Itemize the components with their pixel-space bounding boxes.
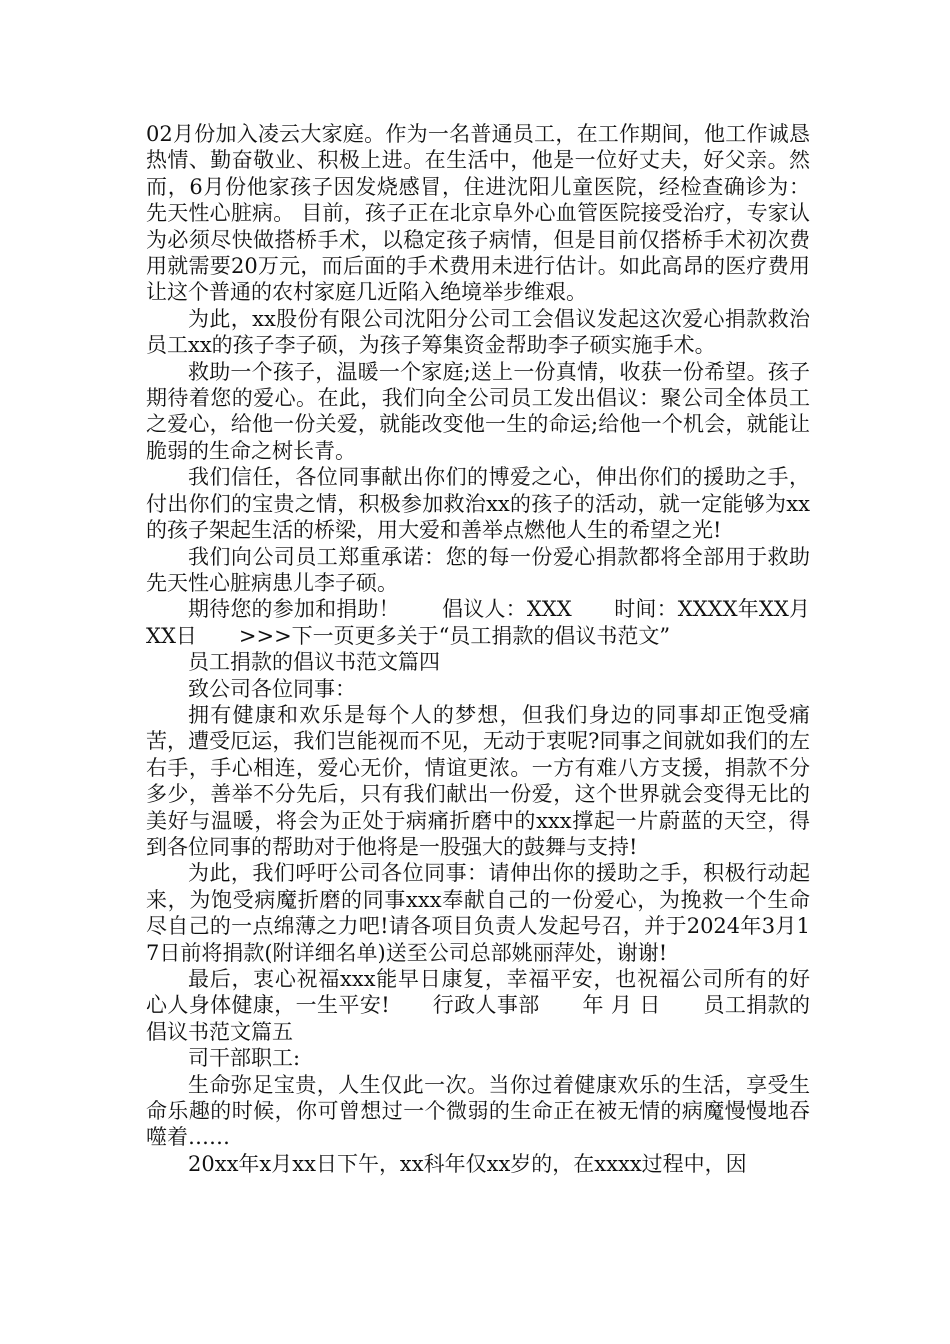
paragraph-trust-colleagues: 我们信任，各位同事献出你们的博爱之心，伸出你们的援助之手，付出你们的宝贵之情，积极参加救治xx的孩子的活动，就一定能够为xx的孩子架起生活的桥梁，用大爱和善举点燃他人生的希望之光! — [146, 465, 810, 543]
paragraph-closing-wishes: 最后，衷心祝福xxx能早日康复，幸福平安，也祝福公司所有的好心人身体健康，一生平安! 行政人事部 年 月 日 员工捐款的倡议书范文篇五 — [146, 967, 810, 1044]
paragraph-patient-background: 02月份加入凌云大家庭。作为一名普通员工，在工作期间，他工作诚恳热情、勤奋敬业、积极上进。在生活中，他是一位好丈夫，好父亲。然而，6月份他家孩子因发烧感冒，住进沈阳儿童医院，经检查确诊为：先天性心脏病。 目前，孩子正在北京阜外心血管医院接受治疗，专家认为必须尽快做搭桥手术，以稳定孩子病情，但是目前仅搭桥手术初次费用就需要20万元，而后面的手术费用未进行估计。如此高昂的医疗费用让这个普通的农村家庭几近陷入绝境举步维艰。 — [146, 122, 810, 305]
section-heading-part-four: 员工捐款的倡议书范文篇四 — [188, 650, 440, 675]
salutation-colleagues: 致公司各位同事： — [188, 676, 356, 701]
paragraph-union-initiative: 为此，xx股份有限公司沈阳分公司工会倡议发起这次爱心捐款救治员工xx的孩子李子硕，为孩子筹集资金帮助李子硕实施手术。 — [146, 306, 810, 358]
document-body — [146, 121, 810, 1177]
paragraph-promise: 我们向公司员工郑重承诺：您的每一份爱心捐款都将全部用于救助先天性心脏病患儿李子硕。 — [146, 544, 810, 595]
paragraph-health-and-joy: 拥有健康和欢乐是每个人的梦想，但我们身边的同事却正饱受痛苦，遭受厄运，我们岂能视而不见，无动于衷呢?同事之间就如我们的左右手，手心相连，爱心无价，情谊更浓。一方有难八方支援，捐款不分多少，善举不分先后，只有我们献出一份爱，这个世界就会变得无比的美好与温暖，将会为正处于病痛折磨中的xxx撑起一片蔚蓝的天空，得到各位同事的帮助对于他将是一股强大的鼓舞与支持! — [146, 702, 810, 859]
salutation-staff: 司干部职工: — [188, 1046, 301, 1071]
paragraph-incident: 20xx年x月xx日下午，xx科年仅xx岁的，在xxxx过程中，因 — [188, 1151, 747, 1176]
paragraph-call-to-action: 为此，我们呼吁公司各位同事：请伸出你的援助之手，积极行动起来，为饱受病魔折磨的同事xxx奉献自己的一份爱心，为挽救一个生命尽自己的一点绵薄之力吧!请各项目负责人发起号召，并于2024年3月17日前将捐款(附详细名单)送至公司总部姚丽萍处，谢谢! — [146, 861, 810, 965]
paragraph-precious-life: 生命弥足宝贵，人生仅此一次。当你过着健康欢乐的生活，享受生命乐趣的时候，你可曾想过一个微弱的生命正在被无情的病魔慢慢地吞噬着…… — [146, 1072, 810, 1150]
paragraph-save-a-child: 救助一个孩子，温暖一个家庭;送上一份真情，收获一份希望。孩子期待着您的爱心。在此，我们向全公司员工发出倡议：聚公司全体员工之爱心，给他一份关爱，就能改变他一生的命运;给他一个机会，就能让脆弱的生命之树长青。 — [146, 359, 810, 463]
paragraph-signature-line: 期待您的参加和捐助！ 倡议人：XXX 时间：XXXX年XX月XX日 >>>下一页更多关于“员工捐款的倡议书范文” — [146, 597, 810, 648]
